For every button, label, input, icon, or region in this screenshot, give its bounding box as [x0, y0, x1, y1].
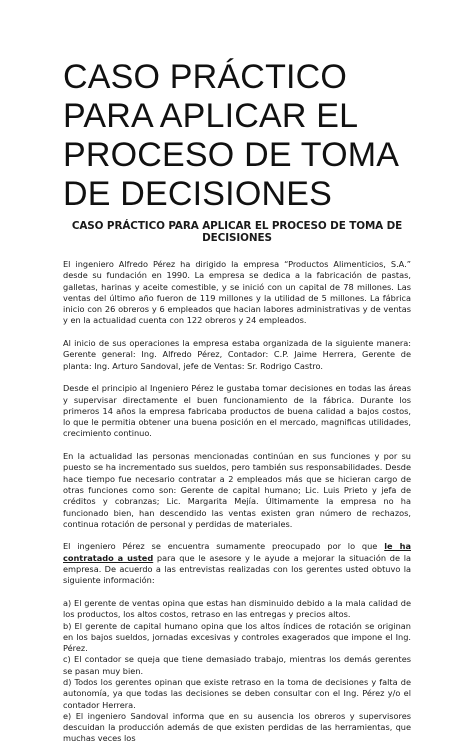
document-title: CASO PRÁCTICO PARA APLICAR EL PROCESO DE TOMA DE DECISIONES	[63, 58, 398, 213]
document-body	[63, 259, 411, 745]
finding-e-plant: e) El ingeniero Sandoval informa que en su ausencia los obreros y supervisores descuidan la producción además de que existen perdidas de las herramientas, que muchas veces los	[63, 710, 411, 744]
paragraph-company-history: El ingeniero Alfredo Pérez ha dirigido la empresa “Productos Alimenticios, S.A.” desde su fundación en 1990. La empresa se dedica a la fabricación de pastas, galletas, harinas y aceite comestible, y se inició con un capital de 78 millones. Las ventas del último año fueron de 119 millones y la utilidad de 5 millones. La fábrica inicio con 26 obreros y 6 empleados que hacian labores administrativas y de ventas y en la actualidad cuenta con 122 obreros y 24 empleados.	[63, 259, 411, 326]
document-subtitle: CASO PRÁCTICO PARA APLICAR EL PROCESO DE TOMA DE DECISIONES	[71, 220, 403, 244]
intro-text-after: para que le asesore y le ayude a mejorar la situación de la empresa. De acuerdo a las entrevistas realizadas con los gerentes usted obtuvo la siguiente información:	[63, 552, 411, 586]
finding-c-accountant: c) El contador se queja que tiene demasiado trabajo, mientras los demás gerentes se pasan muy bien.	[63, 654, 411, 676]
intro-text-before: El ingeniero Pérez se encuentra sumamente preocupado por lo que	[63, 541, 385, 552]
paragraph-organization: Al inicio de sus operaciones la empresa estaba organizada de la siguiente manera: Gerente general: Ing. Alfredo Pérez, Contador: C.P. Jaime Herrera, Gerente de planta: Ing. Arturo Sandoval, jefe de Ventas: Sr. Rodrigo Castro.	[63, 338, 411, 371]
paragraph-consultant-intro	[63, 541, 411, 586]
paragraph-current-situation: En la actualidad las personas mencionadas continúan en sus funciones y por su puesto se ha incrementado sus sueldos, pero también sus responsabilidades. Desde hace tiempo fue necesario contratar a 2 empleados más que se hicieran cargo de otras funciones como son: Gerente de capital humano; Lic. Luis Prieto y jefa de créditos y cobranzas; Lic. Margarita Mejía. Últimamente la empresa no ha funcionado bien, han descendido las ventas existen gran número de rechazos, continua rotación de personal y perdidas de materiales.	[63, 451, 411, 529]
hired-you-emphasis: le ha contratado a usted	[63, 541, 411, 563]
finding-a-sales: a) El gerente de ventas opina que estas han disminuido debido a la mala calidad de los productos, los altos costos, retraso en las entregas y precios altos.	[63, 597, 411, 620]
paragraph-early-management: Desde el principio al Ingeniero Pérez le gustaba tomar decisiones en todas las áreas y supervisar directamente el buen funcionamiento de la fábrica. Durante los primeros 14 años la empresa fabricaba productos de buena calidad a bajos costos, lo que le permitia obtener una buena posición en el mercado, magnificas utilidades, crecimiento continuo.	[63, 383, 411, 439]
finding-d-managers: d) Todos los gerentes opinan que existe retraso en la toma de decisiones y falta de autonomía, ya que todas las decisiones se deben consultar con el Ing. Pérez y/o el contador Herrera.	[63, 676, 411, 710]
finding-b-human-capital: b) El gerente de capital humano opina que los altos índices de rotación se originan en los bajos sueldos, jornadas excesivas y controles exagerados que impone el Ing. Pérez.	[63, 620, 411, 654]
